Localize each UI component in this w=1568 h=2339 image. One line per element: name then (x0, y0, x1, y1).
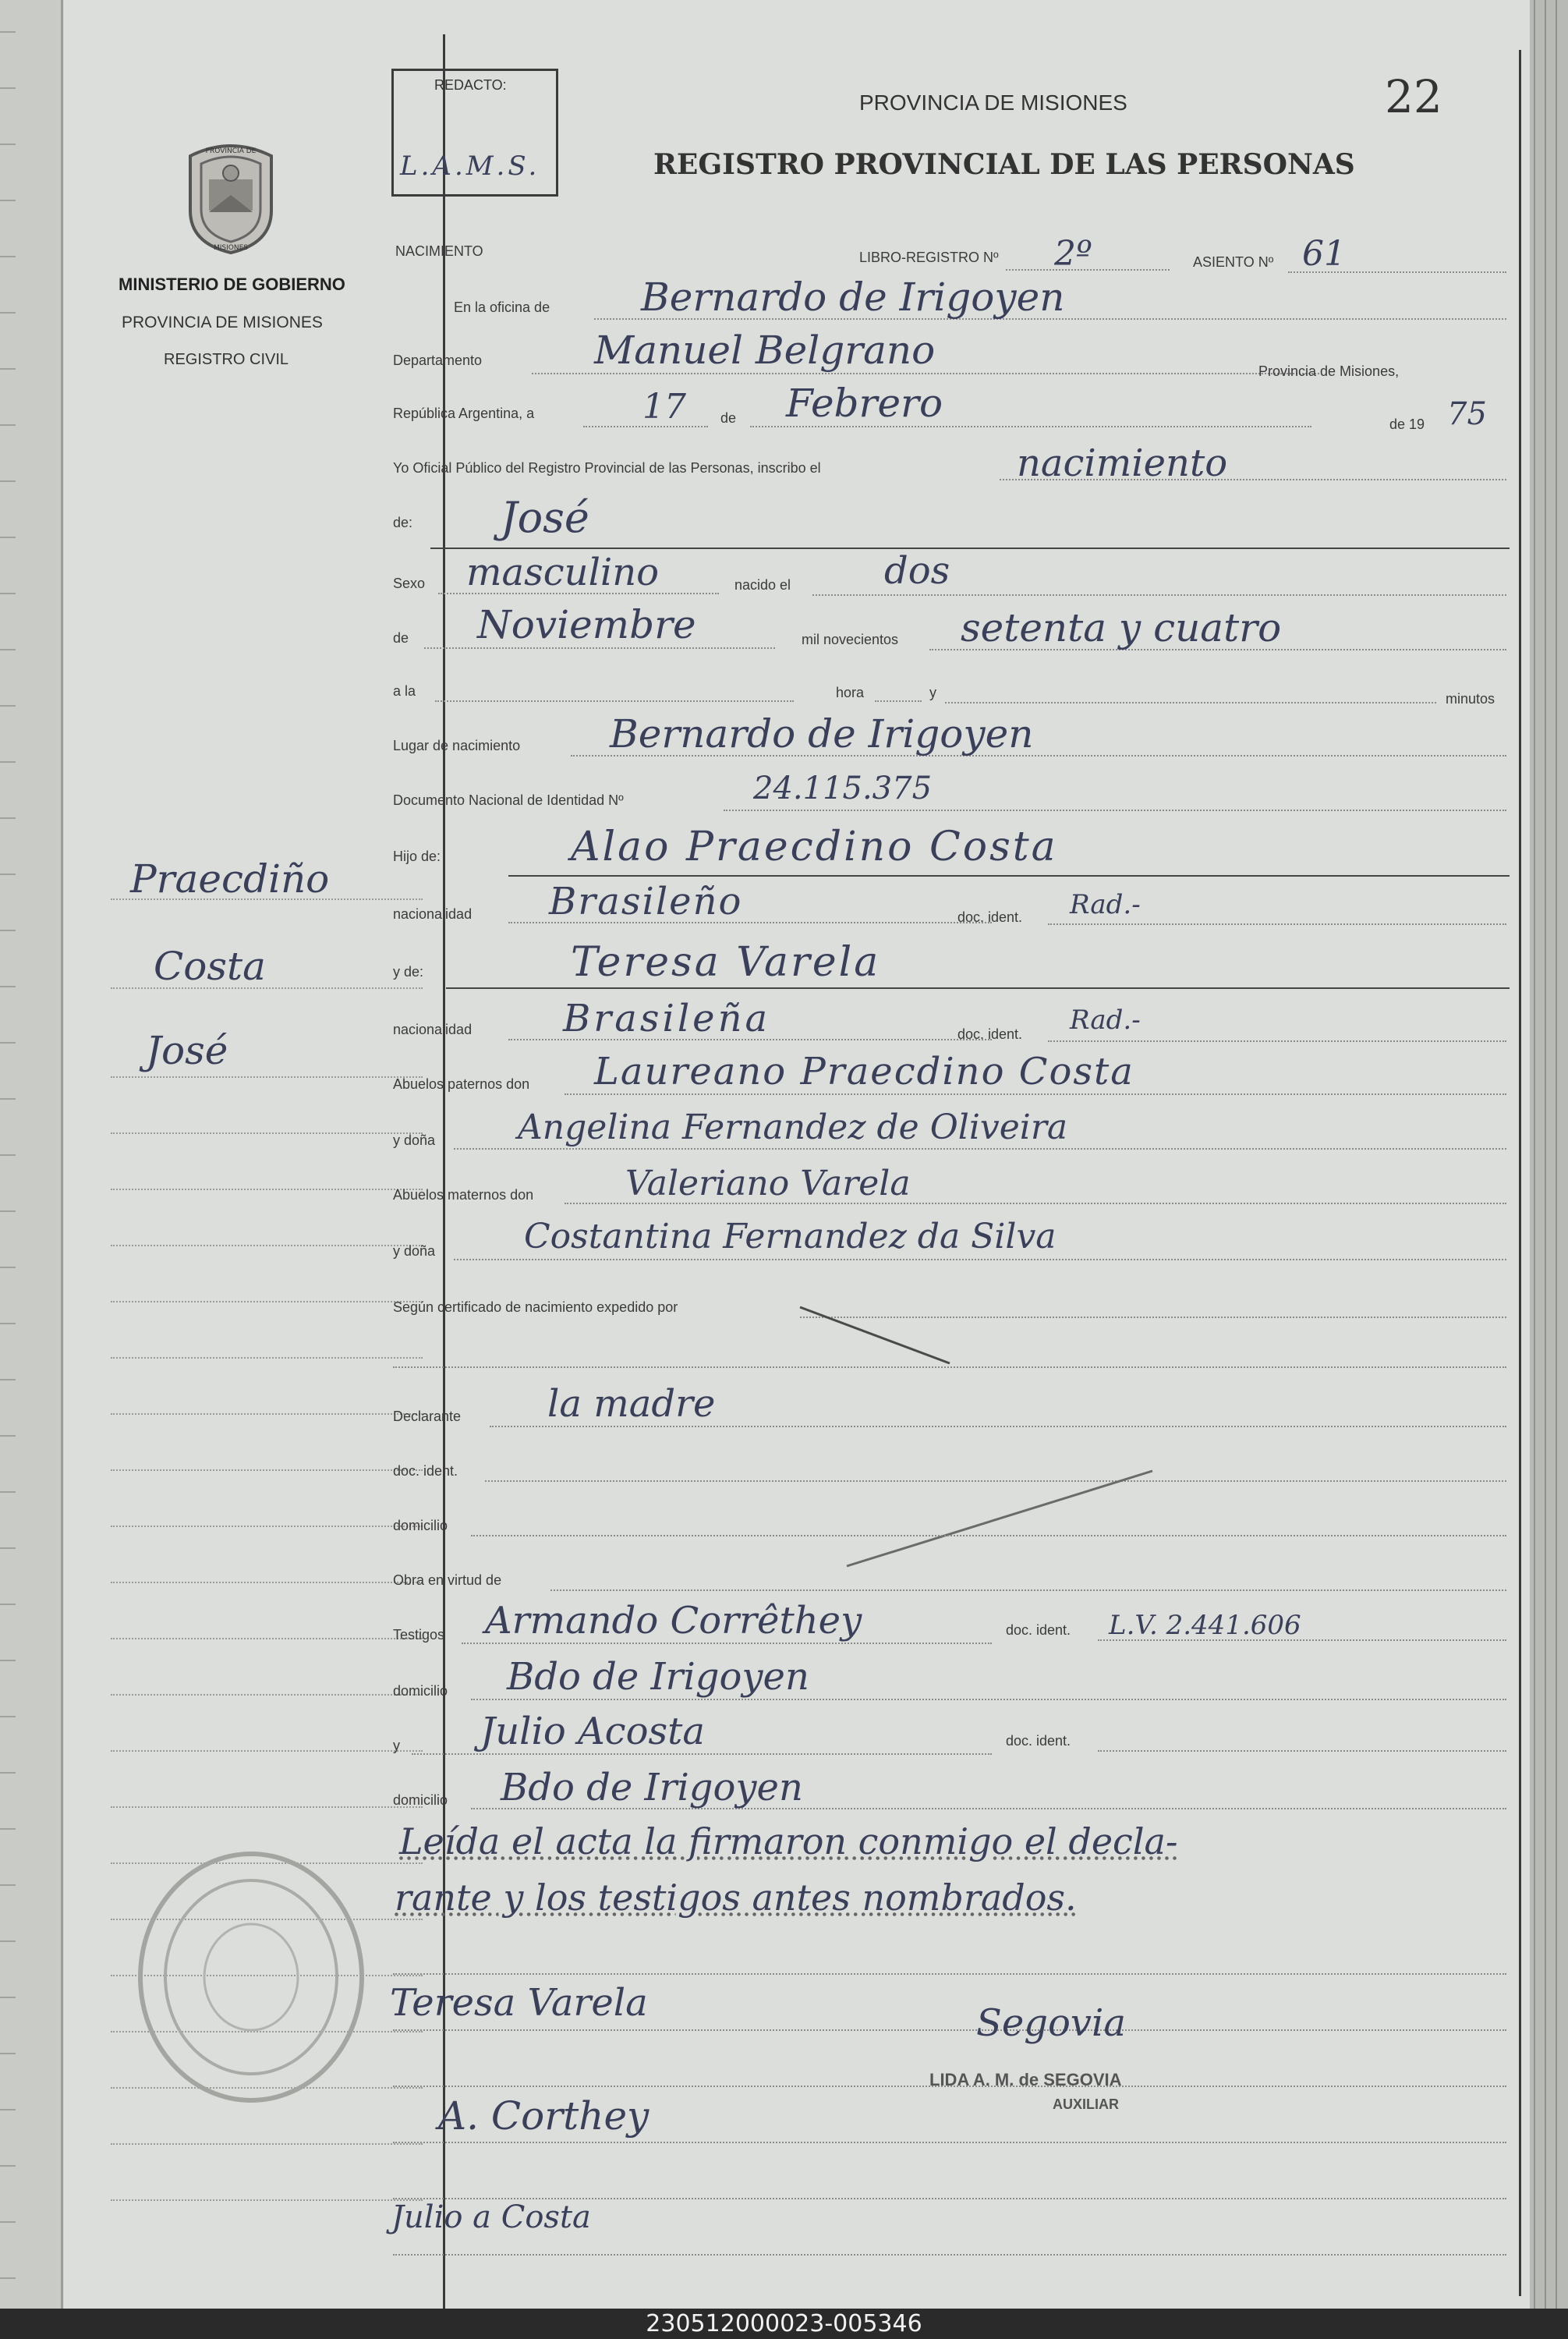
hora-label: hora (836, 685, 865, 700)
binding-tick (0, 1940, 16, 1942)
redacto-label: REDACTO: (434, 77, 507, 93)
sexo-label: Sexo (393, 576, 426, 591)
image-caption: 230512000023-005346 (0, 2309, 1568, 2339)
father-doc-label: doc. ident. (957, 909, 1023, 925)
right-border (1519, 50, 1521, 2296)
provincia-label: Provincia de Misiones, (1258, 363, 1400, 379)
binding-tick (0, 2109, 16, 2110)
cancel-stroke-2 (844, 1468, 1156, 1569)
libro-label: LIBRO-REGISTRO Nº (859, 250, 999, 265)
certificado-label: Según certificado de nacimiento expedido por (393, 1299, 678, 1315)
redacto-initials: L.A.M.S. (400, 151, 540, 182)
margin-rule (111, 2199, 423, 2201)
binding-tick (0, 1323, 16, 1324)
lugar-label: Lugar de nacimiento (393, 738, 521, 753)
binding-tick (0, 424, 16, 426)
svg-text:MISIONES: MISIONES (213, 244, 249, 252)
dni-value: 24.115.375 (753, 771, 933, 806)
margin-rule (111, 1357, 423, 1359)
margin-note-name: José (146, 1028, 228, 1073)
binding-tick (0, 2053, 16, 2054)
binding-tick (0, 200, 16, 201)
binding-tick (0, 1435, 16, 1437)
registry-seal-icon (134, 1848, 368, 2106)
mother-doc-value: Rad.- (1070, 1005, 1141, 1036)
ministry-civil-registry: REGISTRO CIVIL (164, 351, 289, 368)
registration-year: 75 (1447, 396, 1487, 432)
margin-rule (111, 1413, 423, 1415)
oficina-value: Bernardo de Irigoyen (641, 275, 1065, 320)
ministry-province: PROVINCIA DE MISIONES (122, 314, 323, 331)
record-type-label: NACIMIENTO (395, 243, 483, 259)
binding-tick (0, 1660, 16, 1661)
nacido-label: nacido el (734, 577, 791, 593)
witness2-domicilio: Bdo de Irigoyen (501, 1766, 803, 1809)
binding-tick (0, 1716, 16, 1717)
registration-day: 17 (642, 387, 686, 427)
signature-declarante: Teresa Varela (390, 1981, 648, 2025)
declarante-label: Declarante (393, 1409, 462, 1424)
binding-tick (0, 874, 16, 875)
asiento-value: 61 (1302, 234, 1346, 274)
ministry-title: MINISTERIO DE GOBIERNO (119, 275, 345, 294)
binding-tick (0, 1154, 16, 1156)
margin-rule (111, 1638, 423, 1639)
signature-witness2: Julio a Costa (391, 2199, 591, 2235)
margin-divider (443, 34, 445, 2309)
redacto-box (391, 69, 558, 197)
witness2-domicilio-label: domicilio (393, 1792, 448, 1808)
binding-tick (0, 312, 16, 314)
binding-tick (0, 144, 16, 145)
asiento-label: ASIENTO Nº (1193, 254, 1274, 270)
departamento-label: Departamento (393, 353, 483, 368)
registration-month: Febrero (786, 381, 943, 426)
margin-rule (111, 1245, 423, 1246)
testigos-label: Testigos (393, 1627, 445, 1643)
margin-rule (111, 1301, 423, 1302)
yde-label: y de: (393, 964, 424, 980)
obra-label: Obra en virtud de (393, 1572, 502, 1588)
oficial-value: nacimiento (1017, 441, 1228, 485)
binding-tick (0, 986, 16, 987)
de-colon-label: de: (393, 515, 413, 530)
witness1-doc-label: doc. ident. (1006, 1622, 1071, 1638)
father-nationality-label: nacionalidad (393, 906, 473, 922)
birth-month: Noviembre (477, 602, 696, 647)
lugar-value: Bernardo de Irigoyen (610, 711, 1034, 757)
binding-edge (0, 0, 63, 2309)
minutos-label: minutos (1446, 691, 1495, 707)
binding-tick (0, 761, 16, 763)
de-year-label: de 19 (1389, 416, 1425, 432)
binding-tick (0, 2221, 16, 2223)
mother-nationality-label: nacionalidad (393, 1022, 473, 1037)
libro-value: 2º (1054, 234, 1092, 274)
cancel-stroke-1 (797, 1304, 953, 1366)
witness2-doc-label: doc. ident. (1006, 1733, 1071, 1749)
binding-tick (0, 1379, 16, 1380)
binding-tick (0, 1267, 16, 1268)
binding-tick (0, 480, 16, 482)
de2-label: de (393, 630, 409, 646)
maternal-grandmother-label: y doña (393, 1243, 436, 1259)
binding-tick (0, 2165, 16, 2167)
birth-year-words: setenta y cuatro (961, 605, 1282, 650)
binding-tick (0, 1828, 16, 1830)
declarante-value: la madre (547, 1382, 716, 1426)
margin-rule (111, 1694, 423, 1696)
binding-tick (0, 705, 16, 707)
binding-tick (0, 593, 16, 594)
closing-line-2: rante y los testigos antes nombrados. (395, 1877, 1077, 1919)
witness1-name: Armando Corrêthey (485, 1599, 862, 1643)
father-nationality: Brasileño (549, 880, 743, 923)
sexo-value: masculino (466, 551, 660, 594)
witness1-domicilio-label: domicilio (393, 1683, 448, 1699)
margin-rule (111, 1189, 423, 1190)
father-name: Alao Praecdino Costa (571, 824, 1058, 870)
dni-label: Documento Nacional de Identidad Nº (393, 792, 624, 808)
mother-nationality: Brasileña (563, 997, 771, 1040)
closing-line-1: Leída el acta la firmaron conmigo el decla- (399, 1820, 1178, 1862)
margin-rule (111, 1132, 423, 1134)
official-title-stamp: AUXILIAR (1053, 2096, 1119, 2112)
provincial-crest-icon (182, 140, 279, 256)
binding-tick (0, 1604, 16, 1605)
witness1-doc: L.V. 2.441.606 (1109, 1610, 1301, 1641)
child-name: José (501, 493, 589, 542)
margin-note-surname: Costa (154, 944, 266, 989)
svg-text:PROVINCIA DE: PROVINCIA DE (205, 147, 257, 155)
ala-label: a la (393, 683, 416, 699)
margin-note-given-name: Praecdiño (130, 856, 330, 902)
oficial-label: Yo Oficial Público del Registro Provincial de las Personas, inscribo el (393, 460, 821, 476)
paternal-grandmother-label: y doña (393, 1132, 436, 1148)
binding-tick (0, 256, 16, 257)
binding-tick (0, 368, 16, 370)
witness1-domicilio: Bdo de Irigoyen (507, 1655, 809, 1699)
binding-tick (0, 649, 16, 650)
binding-tick (0, 31, 16, 33)
maternal-grandmother: Costantina Fernandez da Silva (524, 1217, 1057, 1256)
register-sheet (64, 0, 1530, 2309)
binding-tick (0, 1884, 16, 1886)
signature-official: Segovia (976, 2001, 1126, 2045)
page-number: 22 (1385, 70, 1442, 123)
margin-rule (111, 1526, 423, 1527)
maternal-grandparents-label: Abuelos maternos don (393, 1187, 534, 1203)
binding-tick (0, 2277, 16, 2279)
binding-tick (0, 1772, 16, 1774)
paternal-grandmother: Angelina Fernandez de Oliveira (518, 1107, 1068, 1147)
mother-doc-label: doc. ident. (957, 1026, 1023, 1042)
republica-label: República Argentina, a (393, 406, 535, 421)
declarante-domicilio-label: domicilio (393, 1518, 448, 1533)
binding-tick (0, 1491, 16, 1493)
witness-y-label: y (393, 1738, 400, 1753)
binding-tick (0, 1042, 16, 1044)
binding-tick (0, 537, 16, 538)
departamento-value: Manuel Belgrano (594, 328, 936, 373)
official-name-stamp: LIDA A. M. de SEGOVIA (929, 2070, 1122, 2089)
binding-tick (0, 1098, 16, 1100)
paternal-grandfather: Laureano Praecdino Costa (594, 1050, 1134, 1093)
mil-label: mil novecientos (802, 632, 899, 647)
binding-tick (0, 817, 16, 819)
declarante-doc-label: doc. ident. (393, 1463, 458, 1479)
y-label: y (929, 685, 936, 700)
header-province: PROVINCIA DE MISIONES (859, 90, 1127, 115)
hijo-label: Hijo de: (393, 849, 441, 864)
de-label: de (720, 410, 737, 426)
mother-name: Teresa Varela (571, 939, 881, 986)
oficina-label: En la oficina de (454, 299, 550, 315)
paternal-grandparents-label: Abuelos paternos don (393, 1076, 530, 1092)
margin-rule (111, 1582, 423, 1583)
binding-tick (0, 87, 16, 89)
margin-rule (111, 1806, 423, 1808)
header-title: REGISTRO PROVINCIAL DE LAS PERSONAS (653, 148, 1355, 181)
margin-rule (111, 1076, 423, 1078)
nacido-day: dos (884, 549, 950, 593)
binding-tick (0, 1547, 16, 1549)
binding-tick (0, 930, 16, 931)
margin-rule (111, 2143, 423, 2145)
father-doc-value: Rad.- (1070, 889, 1141, 920)
binding-tick (0, 1997, 16, 1998)
margin-rule (111, 1750, 423, 1752)
binding-tick (0, 1210, 16, 1212)
maternal-grandfather: Valeriano Varela (625, 1164, 911, 1203)
margin-rule (111, 1469, 423, 1471)
witness2-name: Julio Acosta (480, 1710, 705, 1753)
signature-witness1: A. Corthey (438, 2093, 649, 2139)
